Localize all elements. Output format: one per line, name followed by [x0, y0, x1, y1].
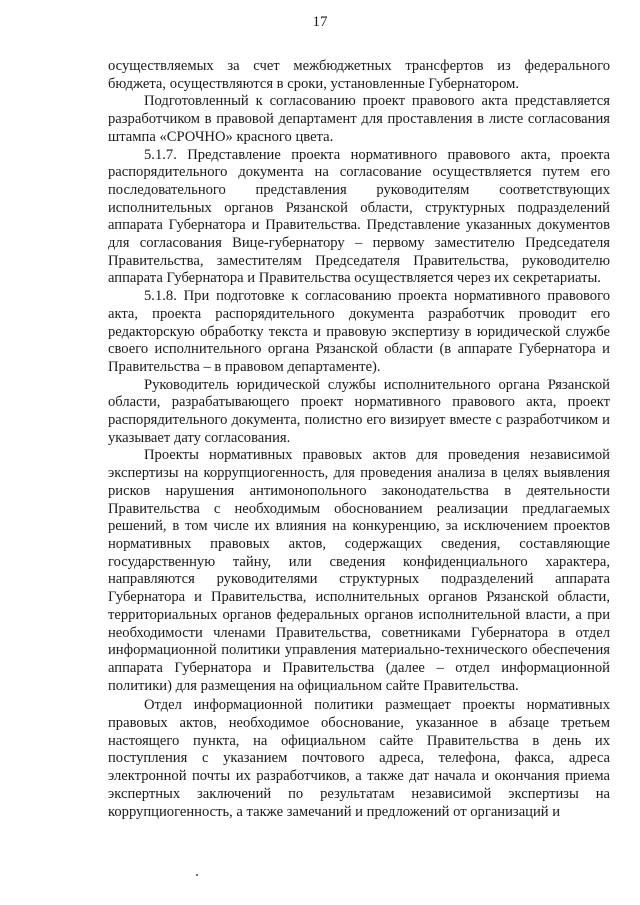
paragraph-4: 5.1.8. При подготовке к согласованию проекта нормативного правового акта, проекта распорядительного документа разработчик проводит его редакторскую обработку текста и правовую экспертизу в юридической службе своего исполнительного органа Рязанской области (в аппарате Губернатора и Правительства – в правовом департаменте). — [108, 288, 610, 375]
scan-speck — [196, 874, 198, 876]
paragraph-5: Руководитель юридической службы исполнительного органа Рязанской области, разрабатывающего проект нормативного правового акта, проект распорядительного документа, полистно его визирует вместе с разработчиком и указывает дату согласования. — [108, 376, 610, 446]
paragraph-2: Подготовленный к согласованию проект правового акта представляется разработчиком в правовой департамент для проставления в листе согласования штампа «СРОЧНО» красного цвета. — [108, 93, 610, 145]
paragraph-3: 5.1.7. Представление проекта нормативного правового акта, проекта распорядительного документа на согласование осуществляется путем его последовательного представления руководителям соответствующих исполнительных органов Рязанской области, структурных подразделений аппарата Губернатора и Правительства. Представление указанных документов для согласования Вице-губернатору – первому заместителю Председателя Правительства, заместителям Председателя Правительства, руководителю аппарата Губернатора и Правительства осуществляется через их секретариаты. — [108, 146, 610, 287]
page-number: 17 — [312, 14, 328, 30]
document-body — [108, 58, 610, 821]
paragraph-1: осуществляемых за счет межбюджетных трансфертов из федерального бюджета, осуществляются в сроки, установленные Губернатором. — [108, 58, 610, 92]
paragraph-6: Проекты нормативных правовых актов для проведения независимой экспертизы на коррупциогенность, для проведения анализа в целях выявления рисков нарушения антимонопольного законодательства в деятельности Правительства с необходимым обоснованием реализации предлагаемых решений, в том числе их влияния на конкуренцию, за исключением проектов нормативных правовых актов, содержащих сведения, составляющие государственную тайну, или сведения конфиденциального характера, направляются руководителями структурных подразделений аппарата Губернатора и Правительства, исполнительных органов Рязанской области, территориальных органов федеральных органов исполнительной власти, а при необходимости членами Правительства, советниками Губернатора в отдел информационной политики управления материально-технического обеспечения аппарата Губернатора и Правительства (далее – отдел информационной политики) для размещения на официальном сайте Правительства. — [108, 447, 610, 694]
paragraph-7: Отдел информационной политики размещает проекты нормативных правовых актов, необходимое обоснование, указанное в абзаце третьем настоящего пункта, на официальном сайте Правительства в день их поступления с указанием почтового адреса, телефона, факса, адреса электронной почты их разработчиков, а также дат начала и окончания приема экспертных заключений по результатам независимой экспертизы на коррупциогенность, а также замечаний и предложений от организаций и — [108, 697, 610, 820]
